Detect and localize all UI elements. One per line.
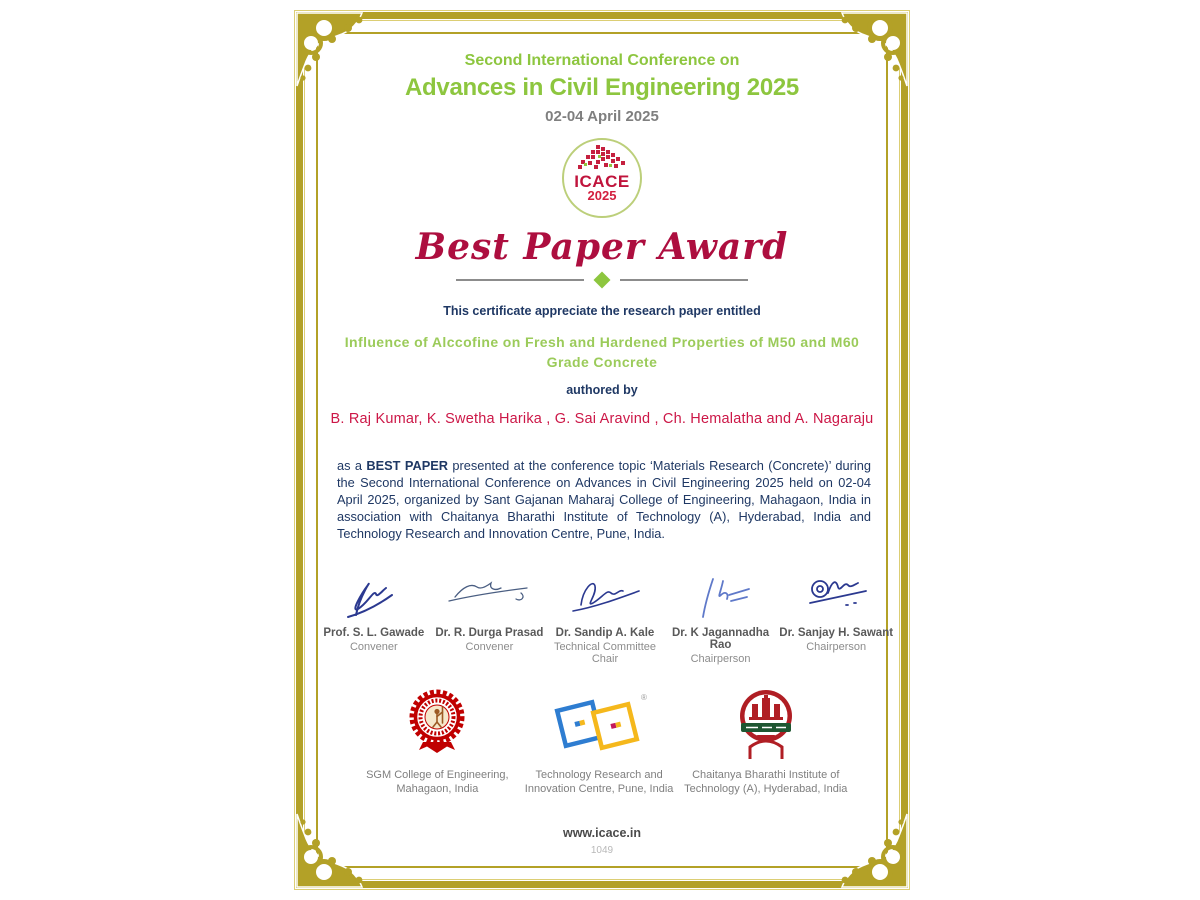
icace-acronym: ICACE	[574, 172, 630, 191]
icace-logo	[562, 138, 642, 218]
certificate-intro: This certificate appreciate the research paper entitled	[443, 304, 761, 318]
org-caption-line1: SGM College of Engineering,	[366, 769, 509, 781]
signatures-row	[316, 571, 894, 665]
signatory-sawant	[778, 571, 894, 665]
paper-title	[292, 332, 912, 372]
body-rest: presented at the conference topic ‘Materials Research (Concrete)’ during the Second International Conference on Advances in Civil Engineering 2025 held on 02-04 April 2025, organized by Sant Gajanan Maharaj College of Engineering, Mahagaon, India in association with Chaitanya Bharathi Institute of Technology (A), Hyderabad, India and Technology Research and Innovation Centre, Pune, India.	[337, 458, 871, 541]
org-caption-line1: Chaitanya Bharathi Institute of	[692, 769, 840, 781]
certificate-page	[292, 8, 912, 892]
signature-durga-prasad-icon	[441, 571, 537, 623]
org-caption-line1: Technology Research and	[535, 769, 663, 781]
authors-line: B. Raj Kumar, K. Swetha Harika , G. Sai Aravind , Ch. Hemalatha and A. Nagaraju	[330, 411, 874, 427]
org-tric	[521, 686, 678, 796]
signatory-name: Prof. S. L. Gawade	[323, 627, 425, 639]
cbit-red-emblem-icon	[734, 687, 798, 761]
signatory-role: Chairperson	[806, 641, 867, 653]
signatory-name: Dr. R. Durga Prasad	[435, 627, 544, 639]
org-sgm	[354, 686, 521, 796]
paper-title-line1: Influence of Alccofine on Fresh and Hardened Properties of M50 and M60	[344, 334, 860, 350]
signatory-role: Convener	[349, 641, 398, 653]
conference-title: Advances in Civil Engineering 2025	[405, 74, 799, 101]
signatory-jagannadha-rao	[663, 571, 779, 665]
organizations-row	[354, 686, 854, 796]
authored-by-label: authored by	[566, 383, 638, 397]
award-divider	[292, 274, 912, 286]
body-best-paper: BEST PAPER	[366, 458, 449, 473]
signature-sawant-icon	[788, 571, 884, 623]
org-caption-line2: Mahagaon, India	[396, 783, 479, 795]
signatory-kale	[547, 571, 663, 665]
signature-gawade-icon	[326, 571, 422, 623]
tric-tilted-squares-icon	[549, 688, 649, 760]
conference-subtitle: Second International Conference on	[464, 52, 740, 69]
sgm-red-emblem-icon	[408, 688, 466, 760]
icace-building-mosaic-icon	[576, 145, 628, 171]
award-title: Best Paper Award	[415, 226, 789, 268]
signatory-name: Dr. Sandip A. Kale	[555, 627, 655, 639]
svg-text:®: ®	[641, 693, 647, 702]
signature-kale-icon	[557, 571, 653, 623]
certificate-body	[337, 457, 871, 542]
icace-year: 2025	[587, 188, 617, 203]
org-caption-line2: Technology (A), Hyderabad, India	[684, 783, 848, 795]
paper-title-line2: Grade Concrete	[546, 354, 658, 370]
signatory-name: Dr. Sanjay H. Sawant	[779, 627, 894, 639]
signatory-gawade	[316, 571, 432, 665]
divider-line-right	[620, 279, 748, 281]
corner-flourish-icon	[820, 800, 908, 888]
signatory-role: Convener	[465, 641, 514, 653]
green-diamond-icon	[594, 272, 611, 289]
signatory-name: Dr. K Jagannadha Rao	[672, 627, 770, 651]
signatory-durga-prasad	[432, 571, 548, 665]
conference-dates: 02-04 April 2025	[545, 108, 659, 125]
org-caption-line2: Innovation Centre, Pune, India	[524, 783, 674, 795]
body-prefix: as a	[337, 458, 367, 473]
signature-jagannadha-rao-icon	[673, 571, 769, 623]
signatory-role: Chairperson	[690, 653, 751, 665]
divider-line-left	[456, 279, 584, 281]
certificate-number: 1049	[590, 845, 614, 856]
website-url: www.icace.in	[562, 826, 642, 840]
signatory-role: Technical Committee Chair	[553, 641, 657, 665]
corner-flourish-icon	[296, 800, 384, 888]
org-cbit	[678, 686, 854, 796]
